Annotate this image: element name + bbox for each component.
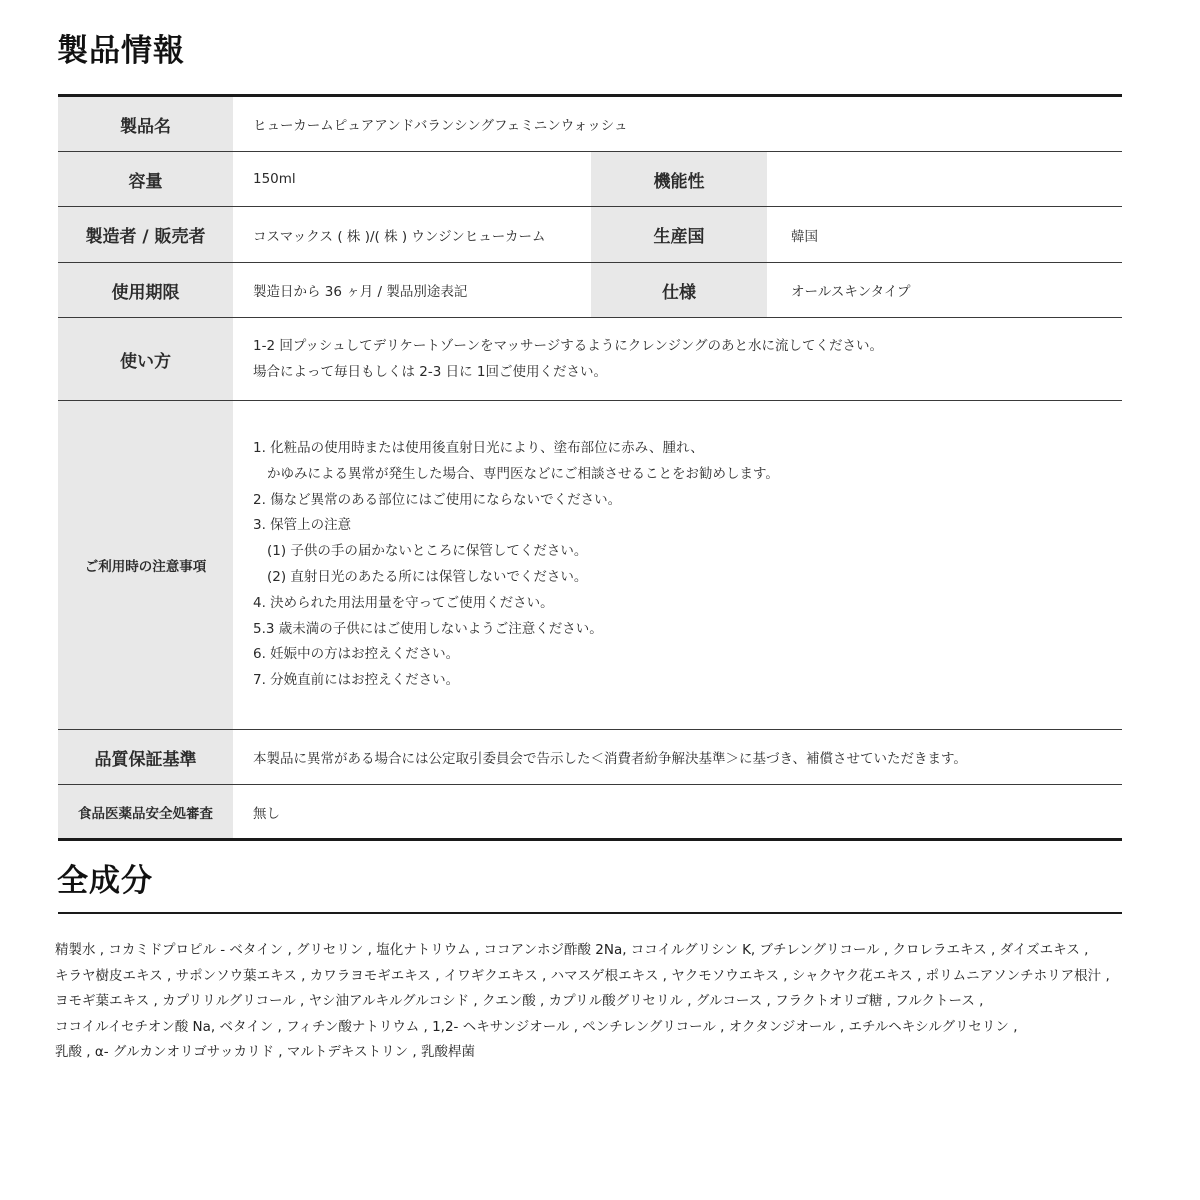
product-info-table — [58, 94, 1122, 841]
ingredients-list — [55, 938, 1195, 1066]
ingredients-divider — [58, 912, 1122, 914]
value-quality: 本製品に異常がある場合には公定取引委員会で告示した＜消費者紛争解決基準＞に基づき、補償させていただきます。 — [253, 751, 967, 767]
row-precautions — [58, 401, 1122, 730]
label-functionality: 機能性 — [591, 152, 767, 206]
precaution-line: 4. 決められた用法用量を守ってご使用ください。 — [253, 594, 554, 611]
value-functionality — [767, 152, 1122, 206]
ingredients-line: 乳酸 , α- グルカンオリゴサッカリド , マルトデキストリン , 乳酸桿菌 — [55, 1044, 475, 1060]
row-quality — [58, 730, 1122, 785]
value-manufacturer: コスマックス ( 株 )/( 株 ) ウンジンヒューカーム — [253, 228, 546, 245]
label-volume: 容量 — [58, 152, 233, 206]
usage-line: 1-2 回プッシュしてデリケートゾーンをマッサージするようにクレンジングのあと水に流してください。 — [253, 338, 883, 354]
usage-line: 場合によって毎日もしくは 2-3 日に 1回ご使用ください。 — [253, 364, 608, 380]
ingredients-title: 全成分 — [57, 863, 153, 899]
precaution-line: (1) 子供の手の届かないところに保管してください。 — [267, 543, 588, 560]
row-usage — [58, 318, 1122, 401]
ingredients-line: キラヤ樹皮エキス , サポンソウ葉エキス , カワラヨモギエキス , イワギクエキス , ハマスゲ根エキス , ヤクモソウエキス , シャクヤク花エキス , ポリムニアソンチホリア根汁 , — [55, 967, 1110, 984]
value-spec: オールスキンタイプ — [791, 284, 911, 300]
label-country: 生産国 — [591, 207, 767, 262]
ingredients-line: ココイルイセチオン酸 Na, ベタイン , フィチン酸ナトリウム , 1,2- ヘキサンジオール , ペンチレングリコール , オクタンジオール , エチルヘキシルグリセリン , — [55, 1018, 1018, 1035]
label-product-name: 製品名 — [58, 97, 233, 151]
label-manufacturer: 製造者 / 販売者 — [58, 207, 233, 262]
product-info-title: 製品情報 — [57, 33, 185, 69]
precaution-line: 1. 化粧品の使用時または使用後直射日光により、塗布部位に赤み、腫れ、 — [253, 440, 704, 457]
label-quality: 品質保証基準 — [58, 730, 233, 784]
row-expiry-spec — [58, 263, 1122, 318]
label-expiry: 使用期限 — [58, 263, 233, 317]
row-product-name — [58, 97, 1122, 152]
precaution-line: 6. 妊娠中の方はお控えください。 — [253, 646, 460, 663]
precaution-line: 5.3 歳未満の子供にはご使用しないようご注意ください。 — [253, 620, 603, 637]
label-usage: 使い方 — [58, 318, 233, 400]
label-spec: 仕様 — [591, 263, 767, 317]
value-volume: 150ml — [253, 171, 296, 187]
value-precautions — [233, 401, 1122, 729]
precaution-line: 7. 分娩直前にはお控えください。 — [253, 672, 460, 689]
ingredients-line: ヨモギ葉エキス , カプリリルグリコール , ヤシ油アルキルグルコシド , クエン酸 , カプリル酸グリセリル , グルコース , フラクトオリゴ糖 , フルクトース , — [55, 993, 984, 1009]
row-volume-functionality — [58, 152, 1122, 207]
value-expiry: 製造日から 36 ヶ月 / 製品別途表記 — [253, 284, 468, 300]
value-country: 韓国 — [791, 228, 818, 245]
label-precautions: ご利用時の注意事項 — [58, 401, 233, 729]
precaution-line: (2) 直射日光のあたる所には保管しないでください。 — [267, 569, 588, 585]
precaution-line: かゆみによる異常が発生した場合、専門医などにご相談させることをお勧めします。 — [267, 465, 779, 482]
value-mfds: 無し — [253, 805, 280, 822]
label-mfds: 食品医薬品安全処審査 — [58, 785, 233, 838]
ingredients-line: 精製水 , コカミドプロピル - ベタイン , グリセリン , 塩化ナトリウム , ココアンホジ酢酸 2Na, ココイルグリシン K, ブチレングリコール , クロレラエキス , ダイズエキス , — [55, 942, 1089, 958]
value-product-name: ヒューカームピュアアンドバランシングフェミニンウォッシュ — [253, 118, 628, 134]
precaution-line: 2. 傷など異常のある部位にはご使用にならないでください。 — [253, 491, 622, 508]
row-manufacturer-country — [58, 207, 1122, 263]
row-mfds — [58, 785, 1122, 838]
value-usage — [233, 318, 1122, 400]
precaution-line: 3. 保管上の注意 — [253, 517, 352, 534]
